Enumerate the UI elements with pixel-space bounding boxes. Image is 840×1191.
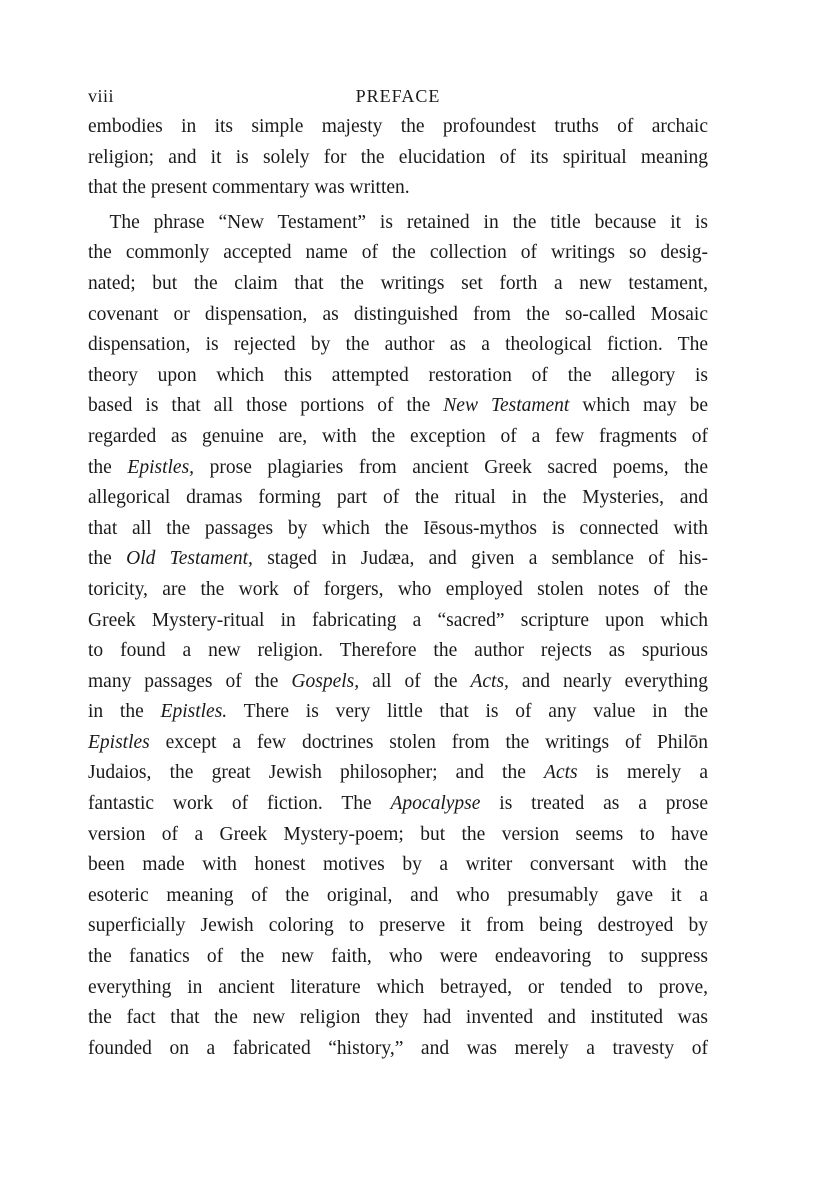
- text-line: [88, 544, 708, 575]
- text-line: [88, 575, 708, 606]
- text-run: based is that all those portions of the: [88, 395, 444, 417]
- text-run: which may be: [569, 395, 708, 417]
- text-run: nated; but the claim that the writings set forth a new testament,: [88, 272, 708, 294]
- text-line: [88, 789, 708, 820]
- text-run: except a few doctrines stolen from the writings of Philōn: [149, 731, 708, 753]
- italic-title: Acts,: [470, 670, 509, 692]
- text-line: [88, 820, 708, 851]
- text-run: Judaios, the great Jewish philosopher; and the: [88, 762, 545, 784]
- text-run: dispensation, is rejected by the author as a theological fiction. The: [88, 334, 708, 356]
- text-line: [88, 143, 708, 174]
- text-line: [88, 112, 708, 143]
- text-run: all of the: [359, 670, 471, 692]
- running-head: [88, 86, 708, 112]
- text-run: in the: [88, 701, 161, 723]
- text-line: [88, 728, 708, 759]
- text-line: [88, 238, 708, 269]
- text-line: [88, 453, 708, 484]
- text-run: esoteric meaning of the original, and who presumably gave it a: [88, 884, 708, 906]
- text-run: regarded as genuine are, with the exception of a few fragments of: [88, 425, 708, 447]
- text-line: [88, 300, 708, 331]
- text-run: There is very little that is of any value in the: [227, 701, 708, 723]
- text-line: [88, 391, 708, 422]
- text-run: the commonly accepted name of the collection of writings so desig-: [88, 242, 708, 264]
- text-run: is treated as a prose: [480, 793, 708, 815]
- page-number: viii: [88, 86, 115, 106]
- text-run: covenant or dispensation, as distinguished from the so-called Mosaic: [88, 303, 708, 325]
- italic-title: Epistles: [88, 731, 150, 753]
- text-line: [88, 173, 708, 204]
- text-run: toricity, are the work of forgers, who employed stolen notes of the: [88, 578, 708, 600]
- text-line: [88, 881, 708, 912]
- italic-title: Epistles.: [160, 701, 228, 723]
- italic-title: Epistles,: [127, 456, 195, 478]
- text-line: [88, 973, 708, 1004]
- italic-title: Old Testament,: [126, 548, 253, 570]
- italic-title: Gospels,: [291, 670, 360, 692]
- text-line: [88, 1034, 708, 1065]
- text-line: [88, 697, 708, 728]
- text-run: theory upon which this attempted restoration of the allegory is: [88, 364, 708, 386]
- text-run: been made with honest motives by a writer conversant with the: [88, 854, 708, 876]
- book-page: [88, 86, 708, 1064]
- text-line: [88, 208, 708, 239]
- text-run: and nearly everything: [508, 670, 709, 692]
- text-run: embodies in its simple majesty the profoundest truths of archaic: [88, 116, 708, 137]
- text-run: The phrase “New Testament” is retained in the title because it is: [109, 211, 708, 233]
- text-line: [88, 361, 708, 392]
- text-run: the: [88, 456, 128, 478]
- italic-title: Acts: [544, 762, 578, 784]
- text-run: version of a Greek Mystery-poem; but the version seems to have: [88, 823, 708, 845]
- text-run: Greek Mystery-ritual in fabricating a “sacred” scripture upon which: [88, 609, 708, 631]
- text-run: many passages of the: [88, 670, 292, 692]
- body-text: [88, 112, 708, 1064]
- text-line: [88, 850, 708, 881]
- italic-title: Apocalypse: [390, 793, 481, 815]
- text-run: allegorical dramas forming part of the ritual in the Mysteries, and: [88, 487, 708, 509]
- text-line: [88, 758, 708, 789]
- italic-title: New Testament: [443, 395, 570, 417]
- paragraph: [88, 208, 708, 1065]
- text-line: [88, 330, 708, 361]
- running-title: PREFACE: [355, 86, 441, 106]
- text-run: is merely a: [577, 762, 708, 784]
- text-run: religion; and it is solely for the elucidation of its spiritual meaning: [88, 146, 708, 168]
- text-line: [88, 422, 708, 453]
- text-run: everything in ancient literature which betrayed, or tended to prove,: [88, 976, 708, 998]
- text-run: that all the passages by which the Iēsous-mythos is connected with: [88, 517, 708, 539]
- text-run: prose plagiaries from ancient Greek sacred poems, the: [194, 456, 708, 478]
- text-line: [88, 606, 708, 637]
- text-run: the fanatics of the new faith, who were endeavoring to suppress: [88, 946, 708, 968]
- text-line: [88, 911, 708, 942]
- text-run: staged in Judæa, and given a semblance of his-: [252, 548, 709, 570]
- text-run: superficially Jewish coloring to preserve it from being destroyed by: [88, 915, 708, 937]
- text-line: [88, 483, 708, 514]
- text-run: fantastic work of fiction. The: [88, 793, 391, 815]
- text-run: to found a new religion. Therefore the author rejects as spurious: [88, 640, 708, 662]
- text-line: [88, 269, 708, 300]
- text-line: [88, 942, 708, 973]
- text-line: [88, 514, 708, 545]
- text-line: [88, 667, 708, 698]
- text-line: [88, 636, 708, 667]
- text-run: the fact that the new religion they had invented and instituted was: [88, 1007, 708, 1029]
- text-line: [88, 1003, 708, 1034]
- text-run: that the present commentary was written.: [88, 177, 410, 199]
- text-run: founded on a fabricated “history,” and was merely a travesty of: [88, 1037, 708, 1059]
- paragraph: [88, 112, 708, 204]
- text-run: the: [88, 548, 127, 570]
